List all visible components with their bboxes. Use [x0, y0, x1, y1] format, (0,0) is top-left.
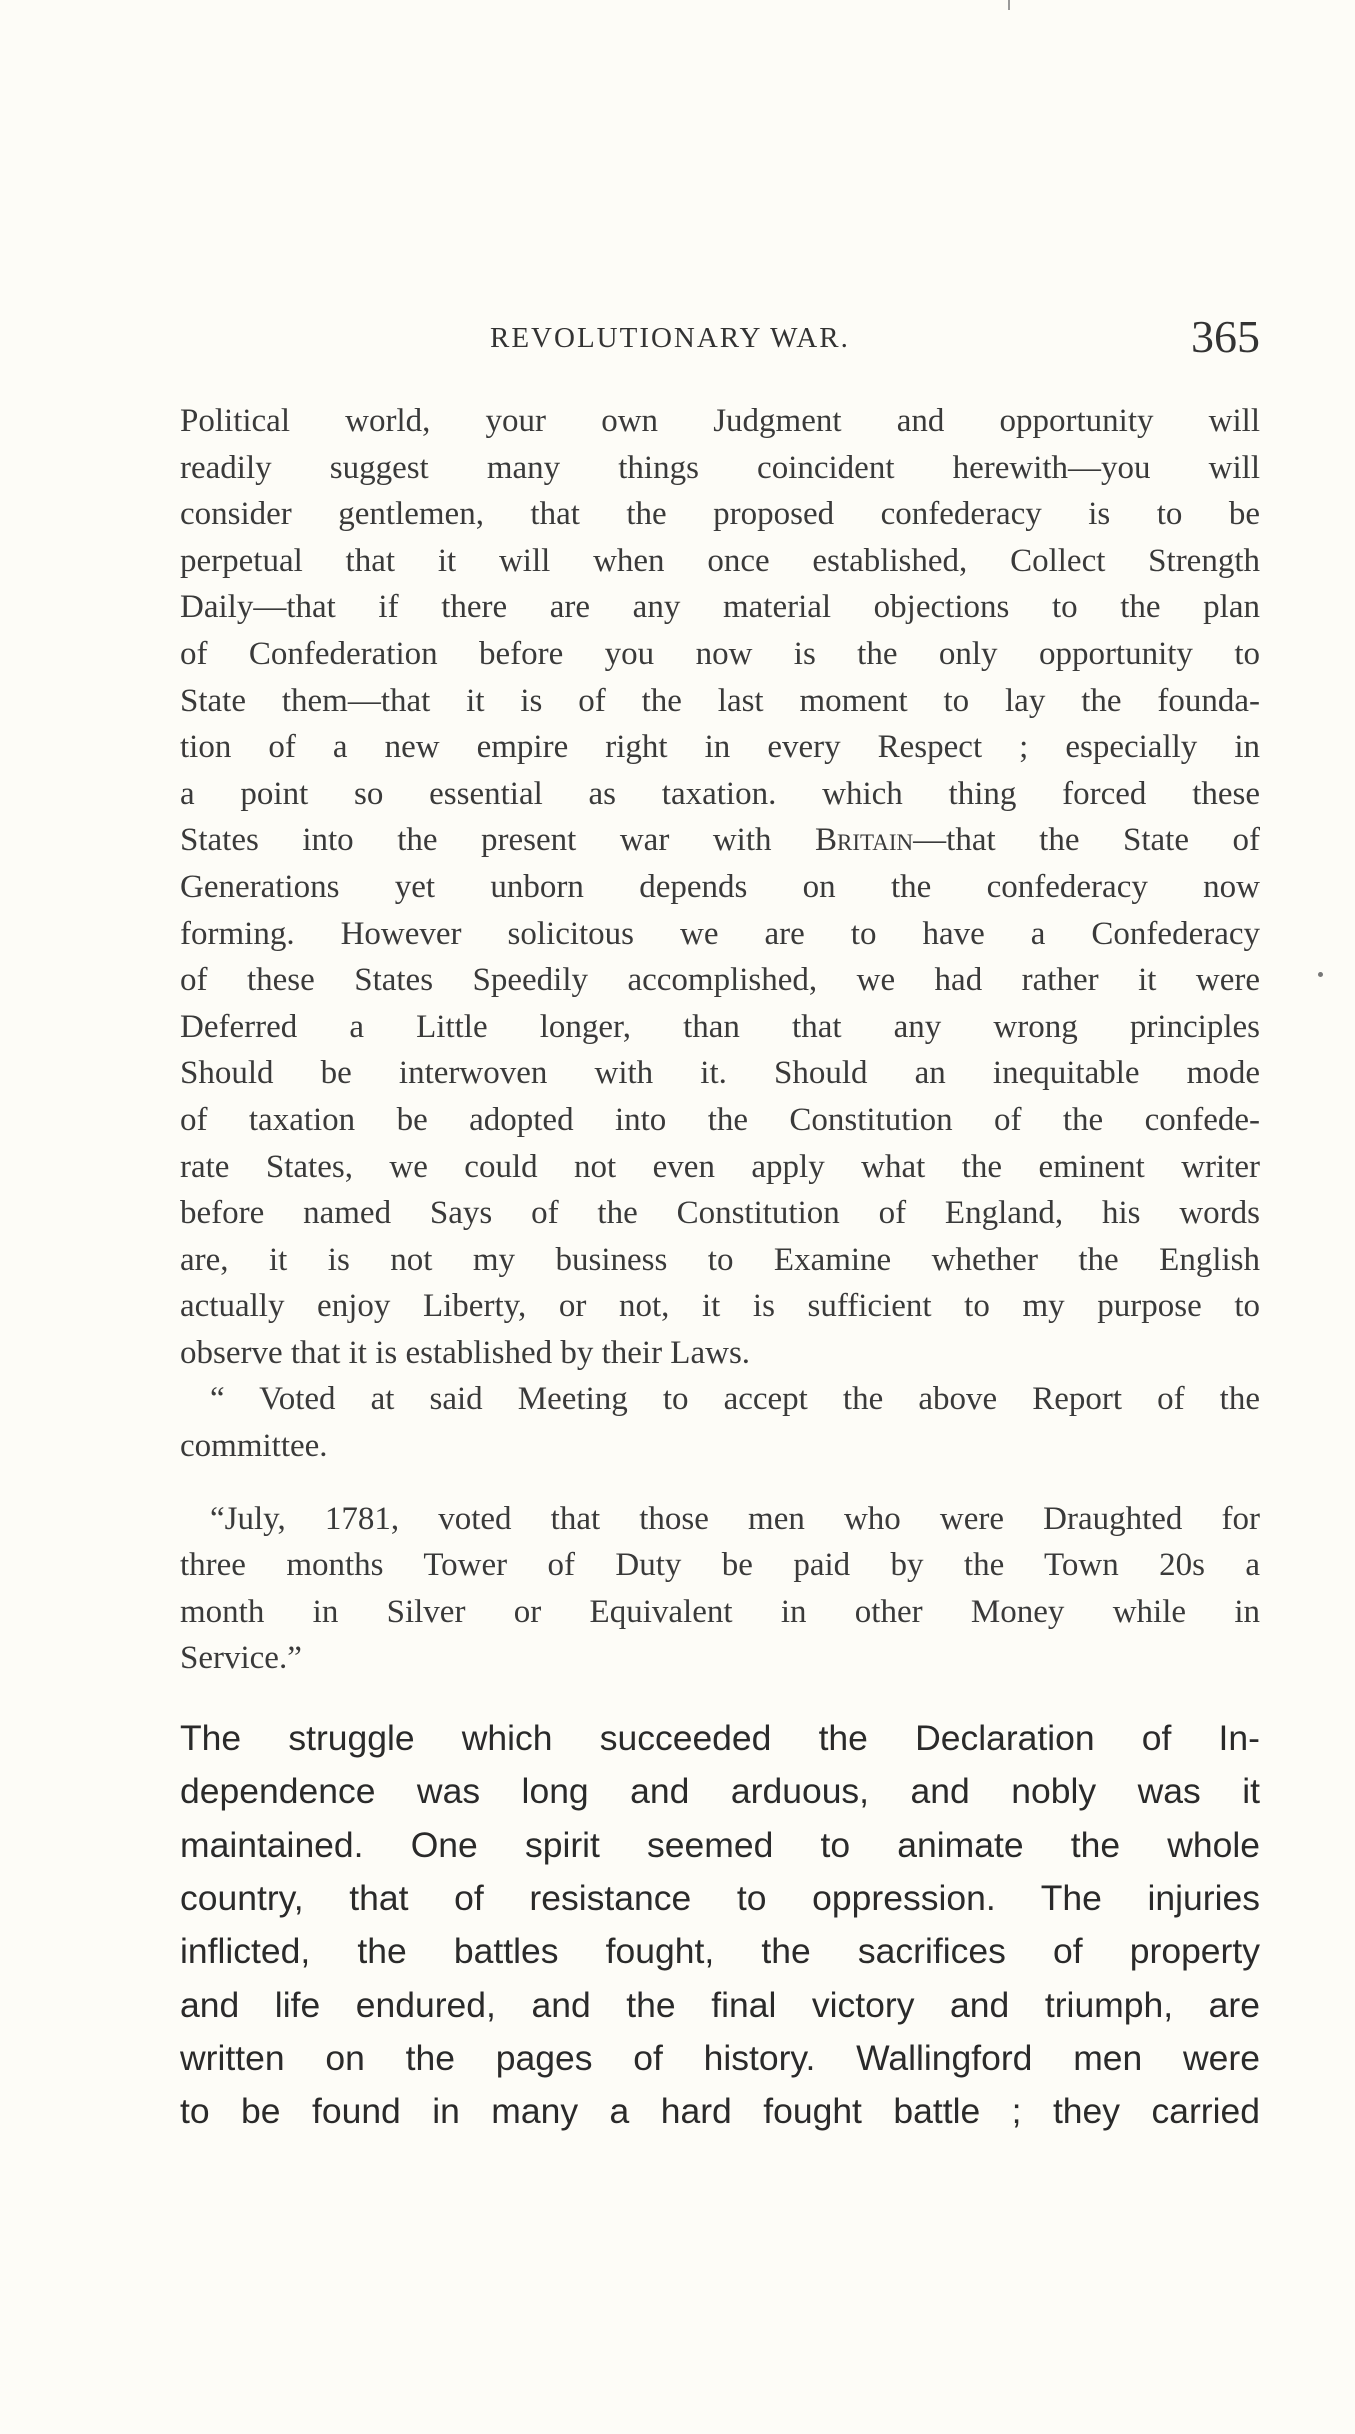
text-line: Service.” — [180, 1640, 302, 1677]
text-line: of these States Speedily accomplished, we had rather it were — [180, 962, 1260, 999]
text-segment: States into the present war with — [180, 822, 772, 859]
text-line: perpetual that it will when once established, Collect Strength — [180, 542, 1260, 579]
text-line: rate States, we could not even apply what the eminent writer — [180, 1148, 1260, 1185]
text-line: “July, 1781, voted that those men who were Draughted for — [210, 1500, 1260, 1537]
text-line: maintained. One spirit seemed to animate the whole — [180, 1824, 1260, 1865]
text-line: to be found in many a hard fought battle ; they carried — [180, 2091, 1260, 2132]
text-line: of taxation be adopted into the Constitution of the confede- — [180, 1101, 1260, 1138]
text-line: The struggle which succeeded the Declaration of In- — [180, 1718, 1260, 1759]
spacer — [180, 1682, 1260, 1712]
text-segment: —that the State of — [913, 822, 1260, 859]
text-line: three months Tower of Duty be paid by the Town 20s a — [180, 1547, 1260, 1584]
spacer — [180, 1470, 1260, 1496]
text-line: “ Voted at said Meeting to accept the above Report of the — [210, 1381, 1260, 1418]
text-line: of Confederation before you now is the only opportunity to — [180, 635, 1260, 672]
text-line: a point so essential as taxation. which thing forced these — [180, 775, 1260, 812]
text-line: written on the pages of history. Wallingford men were — [180, 2037, 1260, 2078]
margin-dot — [1318, 972, 1323, 977]
text-line: Deferred a Little longer, than that any wrong principles — [180, 1008, 1260, 1045]
text-line: observe that it is established by their Laws. — [180, 1334, 751, 1371]
narrative-paragraph — [180, 1712, 1260, 2138]
text-line: are, it is not my business to Examine whether the English — [180, 1241, 1260, 1278]
text-line: committee. — [180, 1428, 328, 1465]
scan-mark — [1008, 0, 1010, 10]
text-line: Generations yet unborn depends on the confederacy now — [180, 868, 1260, 905]
text-line: forming. However solicitous we are to have a Confederacy — [180, 915, 1260, 952]
text-line: country, that of resistance to oppression. The injuries — [180, 1877, 1260, 1918]
text-line: Daily—that if there are any material objections to the plan — [180, 589, 1260, 626]
text-line: Should be interwoven with it. Should an inequitable mode — [180, 1055, 1260, 1092]
britain-smallcaps: Britain — [815, 822, 914, 859]
text-line: and life endured, and the final victory and triumph, are — [180, 1984, 1260, 2025]
quoted-report — [180, 398, 1260, 1682]
text-line: State them—that it is of the last moment to lay the founda- — [180, 682, 1260, 719]
text-line: consider gentlemen, that the proposed confederacy is to be — [180, 496, 1260, 533]
page-number: 365 — [1191, 311, 1260, 362]
running-head: REVOLUTIONARY WAR. — [490, 322, 850, 354]
text-line: inflicted, the battles fought, the sacrifices of property — [180, 1931, 1260, 1972]
text-line: readily suggest many things coincident herewith—you will — [180, 449, 1260, 486]
page-body — [180, 398, 1260, 2138]
text-line: dependence was long and arduous, and nobly was it — [180, 1771, 1260, 1812]
text-line: tion of a new empire right in every Respect ; especially in — [180, 729, 1260, 766]
page-header — [180, 311, 1260, 378]
text-line: month in Silver or Equivalent in other Money while in — [180, 1593, 1260, 1630]
text-line: actually enjoy Liberty, or not, it is sufficient to my purpose to — [180, 1288, 1260, 1325]
text-line: before named Says of the Constitution of England, his words — [180, 1195, 1260, 1232]
text-line: Political world, your own Judgment and opportunity will — [180, 403, 1260, 439]
text-line-britain — [180, 817, 1260, 864]
